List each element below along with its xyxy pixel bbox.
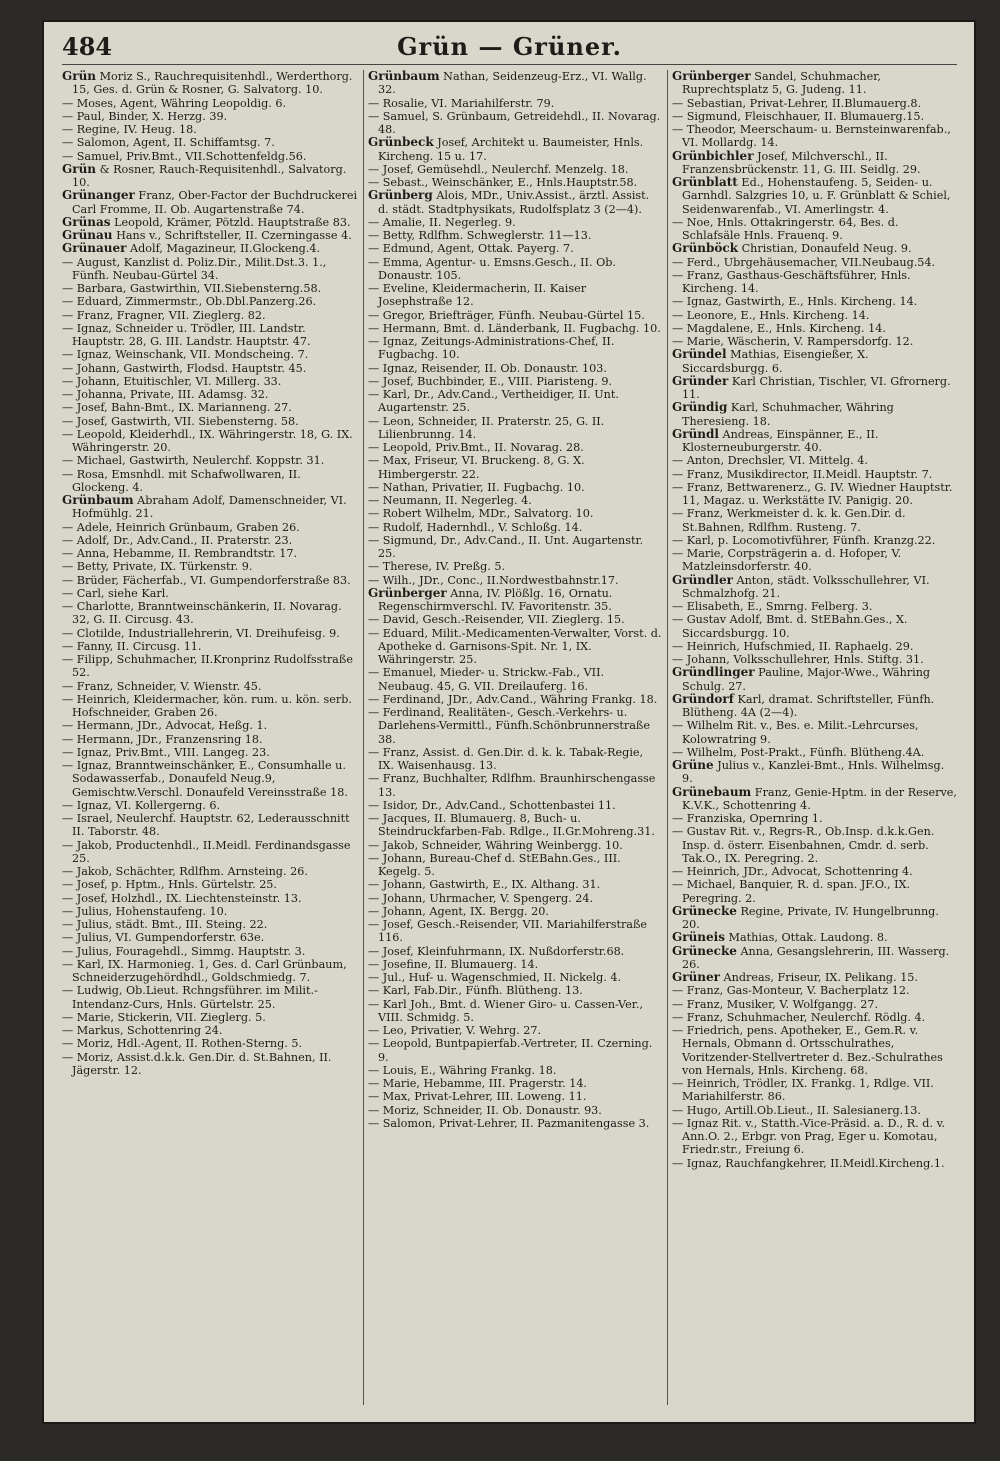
directory-entry: Grünblatt Ed., Hohenstaufeng. 5, Seiden- u. Garnhdl. Salzgries 10, u. F. Grünblatt & Schiel, Seidenwarenfab., VI. Amerlingstr. 4. xyxy=(672,175,951,216)
directory-entry: — Michael, Gastwirth, Neulerchf. Koppstr. 31. xyxy=(62,454,325,468)
directory-entry: — Betty, Private, IX. Türkenstr. 9. xyxy=(62,560,253,574)
directory-entry: Gründlinger Pauline, Major-Wwe., Währing Schulg. 27. xyxy=(672,665,931,693)
directory-entry: — Elisabeth, E., Smrng. Felberg. 3. xyxy=(672,600,873,613)
directory-entry: — Regine, IV. Heug. 18. xyxy=(62,123,197,136)
directory-entry: — Julius, Hohenstaufeng. 10. xyxy=(62,904,228,918)
directory-entry: Gründel Mathias, Eisengießer, X. Siccardsburgg. 6. xyxy=(672,347,869,375)
directory-entry: — Karl, IX. Harmonieg. 1, Ges. d. Carl Grünbaum, Schneiderzugehördhdl., Goldschmiedg. 7. xyxy=(62,957,347,984)
directory-entry: — Amalie, II. Negerleg. 9. xyxy=(368,215,516,229)
directory-entry: — Anna, Hebamme, II. Rembrandtstr. 17. xyxy=(62,547,298,560)
directory-entry: — Ferd., Ubrgehäusemacher, VII.Neubaug.54. xyxy=(672,255,936,269)
directory-entry: — Wilhelm Rit. v., Bes. e. Milit.-Lehrcurses, Kolowratring 9. xyxy=(672,719,919,746)
directory-entry: Gründorf Karl, dramat. Schriftsteller, Fünfh. Blütheng. 4A (2—4). xyxy=(672,691,935,719)
directory-entry: — Johann, Gastwirth, Flodsd. Hauptstr. 45. xyxy=(62,361,307,375)
directory-entry: — Josef, Gastwirth, VII. Siebensterng. 58. xyxy=(62,414,299,428)
directory-entry: — Friedrich, pens. Apotheker, E., Gem.R. v. Hernals, Obmann d. Ortsschulrathes, Voritzender-Stellvertreter d. Bez.-Schulrathes von Hernals, Hnls. Kircheng. 68. xyxy=(672,1024,943,1077)
directory-entry: Gründig Karl, Schuhmacher, Währing Theresieng. 18. xyxy=(672,400,894,428)
directory-entry: — Adolf, Dr., Adv.Cand., II. Praterstr. 23. xyxy=(62,533,293,547)
directory-entry: — Clotilde, Industriallehrerin, VI. Dreihufeisg. 9. xyxy=(62,626,340,640)
directory-entry: — Edmund, Agent, Ottak. Payerg. 7. xyxy=(368,242,574,256)
directory-entry: — Johann, Agent, IX. Bergg. 20. xyxy=(368,904,549,918)
directory-entry: — Ignaz, Reisender, II. Ob. Donaustr. 103. xyxy=(368,361,607,375)
directory-entry: — Max, Privat-Lehrer, III. Loweng. 11. xyxy=(368,1090,587,1104)
directory-entry: — Franz, Schneider, V. Wienstr. 45. xyxy=(62,679,262,693)
directory-entry: — Ludwig, Ob.Lieut. Rchngsführer. im Milit.-Intendanz-Curs, Hnls. Gürtelstr. 25. xyxy=(62,984,318,1011)
directory-entry: — Eduard, Milit.-Medicamenten-Verwalter, Vorst. d. Apotheke d. Garnisons-Spit. Nr. 1, IX. Währingerstr. 25. xyxy=(368,626,662,666)
directory-entry: — Leonore, E., Hnls. Kircheng. 14. xyxy=(672,308,870,322)
directory-entry: Gründer Karl Christian, Tischler, VI. Gfrornerg. 11. xyxy=(672,373,951,401)
directory-entry: Grünanger Franz, Ober-Factor der Buchdruckerei Carl Fromme, II. Ob. Augartenstraße 74. xyxy=(62,188,358,216)
column-left xyxy=(62,70,358,1410)
directory-entry: — Emanuel, Mieder- u. Strickw.-Fab., VII. Neubaug. 45, G. VII. Dreilauferg. 16. xyxy=(368,666,605,693)
directory-entry: — Moriz, Hdl.-Agent, II. Rothen-Sterng. 5. xyxy=(62,1037,303,1051)
directory-entry: Gründler Anton, städt. Volksschullehrer, VI. Schmalzhofg. 21. xyxy=(672,572,930,600)
directory-entry: — Josef, p. Hptm., Hnls. Gürtelstr. 25. xyxy=(62,878,277,892)
directory-entry: — Leo, Privatier, V. Wehrg. 27. xyxy=(368,1024,542,1037)
directory-entry: — Ferdinand, JDr., Adv.Cand., Währing Frankg. 18. xyxy=(368,692,658,706)
column-divider xyxy=(363,70,364,1405)
directory-entry: — Hermann, JDr., Franzensring 18. xyxy=(62,732,263,746)
directory-entry: — Magdalene, E., Hnls. Kircheng. 14. xyxy=(672,321,886,335)
directory-entry: — Ignaz, Branntweinschänker, E., Consumhalle u. Sodawasserfab., Donaufeld Neug.9, Gemischtw.Verschl. Donaufeld Vereinsstraße 18. xyxy=(62,759,348,799)
directory-entry: — Rosalie, VI. Mariahilferstr. 79. xyxy=(368,96,555,110)
directory-entry: Grünberger Anna, IV. Plößlg. 16, Ornatu. Regenschirmverschl. IV. Favoritenstr. 35. xyxy=(368,585,613,613)
directory-entry: — Franz, Musiker, V. Wolfgangg. 27. xyxy=(672,997,879,1011)
directory-entry: — Johann, Etuitischler, VI. Millerg. 33. xyxy=(62,374,282,388)
directory-entry: — Sebastian, Privat-Lehrer, II.Blumauerg.8. xyxy=(672,96,922,110)
directory-entry: — Franz, Werkmeister d. k. k. Gen.Dir. d. St.Bahnen, Rdlfhm. Rusteng. 7. xyxy=(672,507,906,534)
directory-entry: — Fanny, II. Circusg. 11. xyxy=(62,639,202,653)
directory-entry: Grünau Hans v., Schriftsteller, II. Czerningasse 4. xyxy=(62,228,352,242)
directory-entry: — Jakob, Schächter, Rdlfhm. Arnsteing. 26. xyxy=(62,865,308,878)
directory-entry: — Johann, Volksschullehrer, Hnls. Stiftg. 31. xyxy=(672,653,924,666)
directory-entry: — Ignaz, Weinschank, VII. Mondscheing. 7. xyxy=(62,348,309,362)
directory-entry: Grünbeck Josef, Architekt u. Baumeister, Hnls. Kircheng. 15 u. 17. xyxy=(368,135,644,163)
directory-entry: Gründl Andreas, Einspänner, E., II. Klosterneuburgerstr. 40. xyxy=(672,426,879,454)
directory-entry: Grünecke Anna, Gesangslehrerin, III. Wasserg. 26. xyxy=(672,943,950,971)
directory-entry: — Franz, Schuhmacher, Neulerchf. Rödlg. 4. xyxy=(672,1010,926,1024)
directory-entry: Grünas Leopold, Krämer, Pötzld. Hauptstraße 83. xyxy=(62,214,351,229)
directory-entry: — Johann, Uhrmacher, V. Spengerg. 24. xyxy=(368,891,594,905)
directory-entry: Grüner Andreas, Friseur, IX. Pelikang. 15. xyxy=(672,970,918,984)
directory-entry: — Ignaz, VI. Kollergerng. 6. xyxy=(62,798,221,812)
directory-entry: — Johann, Bureau-Chef d. StEBahn.Ges., III. Kegelg. 5. xyxy=(368,851,621,878)
directory-entry: Grünbaum Abraham Adolf, Damenschneider, VI. Hofmühlg. 21. xyxy=(62,493,347,521)
directory-entry: — Franz, Musikdirector, II.Meidl. Hauptstr. 7. xyxy=(672,467,933,481)
directory-entry: — Josef, Holzhdl., IX. Liechtensteinstr. 13. xyxy=(62,891,302,905)
directory-page xyxy=(44,22,974,1422)
directory-entry: — Karl, Dr., Adv.Cand., Vertheidiger, II. Unt. Augartenstr. 25. xyxy=(368,388,619,415)
directory-entry: — Franz, Buchhalter, Rdlfhm. Braunhirschengasse 13. xyxy=(368,772,656,799)
directory-entry: — Franz, Assist. d. Gen.Dir. d. k. k. Tabak-Regie, IX. Waisenhausg. 13. xyxy=(368,745,644,772)
directory-entry: — Robert Wilhelm, MDr., Salvatorg. 10. xyxy=(368,507,594,521)
directory-entry: — Therese, IV. Preßg. 5. xyxy=(368,560,506,574)
directory-entry: — Jul., Huf- u. Wagenschmied, II. Nickelg. 4. xyxy=(368,971,622,984)
directory-entry: — Ignaz, Gastwirth, E., Hnls. Kircheng. 14. xyxy=(672,295,918,309)
directory-entry: — Rosa, Emsnhdl. mit Schafwollwaren, II. Glockeng. 4. xyxy=(62,467,301,494)
directory-entry: — Josef, Bahn-Bmt., IX. Marianneng. 27. xyxy=(62,401,292,415)
directory-entry: — Gustav Rit. v., Regrs-R., Ob.Insp. d.k.k.Gen. Insp. d. österr. Eisenbahnen, Cmdr. d. serb. Tak.O., IX. Peregring. 2. xyxy=(672,825,935,865)
directory-entry: — Ignaz, Zeitungs-Administrations-Chef, II. Fugbachg. 10. xyxy=(368,335,615,362)
directory-entry: — Sigmund, Fleischhauer, II. Blumauerg.15. xyxy=(672,109,925,123)
directory-entry: Grün & Rosner, Rauch-Requisitenhdl., Salvatorg. 10. xyxy=(62,161,347,189)
directory-entry: — Leopold, Kleiderhdl., IX. Währingerstr. 18, G. IX. Währingerstr. 20. xyxy=(62,427,353,454)
directory-entry: — Heinrich, Kleidermacher, kön. rum. u. kön. serb. Hofschneider, Graben 26. xyxy=(62,692,352,719)
directory-entry: — Julius, VI. Gumpendorferstr. 63e. xyxy=(62,931,265,945)
directory-entry: — David, Gesch.-Reisender, VII. Zieglerg. 15. xyxy=(368,613,625,627)
directory-entry: — Rudolf, Hadernhdl., V. Schloßg. 14. xyxy=(368,520,583,534)
directory-entry: — Samuel, S. Grünbaum, Getreidehdl., II. Novarag. 48. xyxy=(368,109,661,136)
directory-entry: — Johann, Gastwirth, E., IX. Althang. 31. xyxy=(368,878,601,892)
directory-entry: — Heinrich, Hufschmied, II. Raphaelg. 29. xyxy=(672,639,914,653)
directory-entry: Grün Moriz S., Rauchrequisitenhdl., Werderthorg. 15, Ges. d. Grün & Rosner, G. Salvatorg. 10. xyxy=(62,70,353,97)
directory-entry: — Franziska, Opernring 1. xyxy=(672,812,823,825)
directory-entry: — Karl, p. Locomotivführer, Fünfh. Kranzg.22. xyxy=(672,533,936,547)
directory-entry: — Eveline, Kleidermacherin, II. Kaiser Josephstraße 12. xyxy=(368,282,587,309)
directory-entry: — Julius, städt. Bmt., III. Steing. 22. xyxy=(62,918,268,931)
directory-entry: Grünbichler Josef, Milchverschl., II. Franzensbrückenstr. 11, G. III. Seidlg. 29. xyxy=(672,148,921,176)
column-right xyxy=(672,70,957,1410)
directory-entry: — Ferdinand, Realitäten-, Gesch.-Verkehrs- u. Darlehens-Vermittl., Fünfh.Schönbrunnerstraße 38. xyxy=(368,706,650,746)
directory-entry: — Carl, siehe Karl. xyxy=(62,586,169,600)
directory-entry: — Josefine, II. Blumauerg. 14. xyxy=(368,957,539,971)
directory-entry: — Samuel, Priv.Bmt., VII.Schottenfeldg.56. xyxy=(62,149,307,163)
directory-entry: — Markus, Schottenring 24. xyxy=(62,1024,223,1037)
directory-entry: — Max, Friseur, VI. Bruckeng. 8, G. X. Himbergerstr. 22. xyxy=(368,454,585,481)
page-header xyxy=(62,26,957,65)
directory-entry: Grünböck Christian, Donaufeld Neug. 9. xyxy=(672,241,912,256)
directory-entry: — Moriz, Schneider, II. Ob. Donaustr. 93. xyxy=(368,1103,602,1117)
directory-entry: — Neumann, II. Negerleg. 4. xyxy=(368,494,532,507)
directory-entry: — Adele, Heinrich Grünbaum, Graben 26. xyxy=(62,520,300,534)
directory-entry: — Hugo, Artill.Ob.Lieut., II. Salesianerg.13. xyxy=(672,1103,921,1117)
directory-entry: — Karl, Fab.Dir., Fünfh. Blütheng. 13. xyxy=(368,984,583,998)
directory-entry: — Barbara, Gastwirthin, VII.Siebensterng.58. xyxy=(62,282,322,295)
directory-entry: — Heinrich, Trödler, IX. Frankg. 1, Rdlge. VII. Mariahilferstr. 86. xyxy=(672,1077,934,1104)
directory-entry: Grüneis Mathias, Ottak. Laudong. 8. xyxy=(672,930,888,945)
directory-entry: — Josef, Kleinfuhrmann, IX. Nußdorferstr.68. xyxy=(368,944,625,958)
directory-entry: — Ignaz Rit. v., Statth.-Vice-Präsid. a. D., R. d. v. Ann.O. 2., Erbgr. von Prag, Eger u. Komotau, Friedr.str., Freiung 6. xyxy=(672,1116,946,1157)
directory-entry: — Moses, Agent, Währing Leopoldig. 6. xyxy=(62,96,287,110)
directory-entry: — Josef, Gemüsehdl., Neulerchf. Menzelg. 18. xyxy=(368,162,629,176)
directory-entry: — Michael, Banquier, R. d. span. JF.O., IX. Peregring. 2. xyxy=(672,878,911,905)
directory-entry: — Jakob, Productenhdl., II.Meidl. Ferdinandsgasse 25. xyxy=(62,838,351,865)
directory-entry: — Anton, Drechsler, VI. Mittelg. 4. xyxy=(672,454,868,468)
directory-entry: — Nathan, Privatier, II. Fugbachg. 10. xyxy=(368,480,585,494)
directory-entry: — Gregor, Briefträger, Fünfh. Neubau-Gürtel 15. xyxy=(368,308,645,322)
directory-entry: — Isidor, Dr., Adv.Cand., Schottenbastei 11. xyxy=(368,798,616,812)
directory-entry: — Ignaz, Schneider u. Trödler, III. Landstr. Hauptstr. 28, G. III. Landstr. Hauptstr. 47. xyxy=(62,321,311,348)
directory-entry: — Sebast., Weinschänker, E., Hnls.Hauptstr.58. xyxy=(368,176,638,189)
directory-entry: — Leopold, Priv.Bmt., II. Novarag. 28. xyxy=(368,441,584,454)
directory-entry: — Hermann, JDr., Advocat, Heßg. 1. xyxy=(62,719,268,733)
directory-entry: — Ignaz, Rauchfangkehrer, II.Meidl.Kircheng.1. xyxy=(672,1156,945,1170)
directory-entry: — Jacques, II. Blumauerg. 8, Buch- u. Steindruckfarben-Fab. Rdlge., II.Gr.Mohreng.31. xyxy=(368,812,655,839)
directory-entry: Grünauer Adolf, Magazineur, II.Glockeng.4. xyxy=(62,241,321,256)
directory-entry: Grünberger Sandel, Schuhmacher, Ruprechtsplatz 5, G. Judeng. 11. xyxy=(672,70,881,97)
directory-entry: Grünbaum Nathan, Seidenzeug-Erz., VI. Wallg. 32. xyxy=(368,70,647,97)
directory-entry: — Heinrich, JDr., Advocat, Schottenring 4. xyxy=(672,865,913,878)
directory-entry: Grünecke Regine, Private, IV. Hungelbrunng. 20. xyxy=(672,903,939,931)
directory-entry: — Paul, Binder, X. Herzg. 39. xyxy=(62,109,228,123)
directory-entry: — Franz, Gasthaus-Geschäftsführer, Hnls. Kircheng. 14. xyxy=(672,268,911,295)
directory-entry: — Franz, Fragner, VII. Zieglerg. 82. xyxy=(62,308,266,322)
directory-entry: — Salomon, Privat-Lehrer, II. Pazmanitengasse 3. xyxy=(368,1116,650,1130)
directory-entry: — Emma, Agentur- u. Emsns.Gesch., II. Ob. Donaustr. 105. xyxy=(368,255,616,282)
directory-entry: — Julius, Fouragehdl., Simmg. Hauptstr. 3. xyxy=(62,944,306,958)
directory-entry: — Wilh., JDr., Conc., II.Nordwestbahnstr.17. xyxy=(368,573,619,587)
directory-entry: — Israel, Neulerchf. Hauptstr. 62, Lederausschnitt II. Taborstr. 48. xyxy=(62,812,350,839)
directory-entry: — Josef, Buchbinder, E., VIII. Piaristeng. 9. xyxy=(368,374,613,388)
directory-entry: — Charlotte, Branntweinschänkerin, II. Novarag. 32, G. II. Circusg. 43. xyxy=(62,600,342,627)
directory-entry: — Eduard, Zimmermstr., Ob.Dbl.Panzerg.26. xyxy=(62,295,317,309)
directory-entry: — Wilhelm, Post-Prakt., Fünfh. Blütheng.4A. xyxy=(672,745,925,759)
directory-columns xyxy=(62,70,957,1410)
directory-entry: — Marie, Corpsträgerin a. d. Hofoper, V. Matzleinsdorferstr. 40. xyxy=(672,547,902,574)
directory-entry: Grünberg Alois, MDr., Univ.Assist., ärztl. Assist. d. städt. Stadtphysikats, Rudolfsplatz 3 (2—4). xyxy=(368,188,650,216)
directory-entry: — Brüder, Fächerfab., VI. Gumpendorferstraße 83. xyxy=(62,573,351,587)
directory-entry: — Leopold, Buntpapierfab.-Vertreter, II. Czerning. 9. xyxy=(368,1037,653,1064)
directory-entry: — Marie, Wäscherin, V. Rampersdorfg. 12. xyxy=(672,335,914,348)
directory-entry: — Moriz, Assist.d.k.k. Gen.Dir. d. St.Bahnen, II. Jägerstr. 12. xyxy=(62,1050,332,1077)
column-divider xyxy=(667,70,668,1405)
directory-entry: — Betty, Rdlfhm. Schweglerstr. 11—13. xyxy=(368,229,592,242)
directory-entry: — Josef, Gesch.-Reisender, VII. Mariahilferstraße 116. xyxy=(368,918,648,945)
directory-entry: Grüne Julius v., Kanzlei-Bmt., Hnls. Wilhelmsg. 9. xyxy=(672,758,945,786)
directory-entry: — Noe, Hnls. Ottakringerstr. 64, Bes. d. Schlafsäle Hnls. Frauenq. 9. xyxy=(672,215,899,242)
directory-entry: — Jakob, Schneider, Währing Weinbergg. 10. xyxy=(368,838,623,852)
directory-entry: — Gustav Adolf, Bmt. d. StEBahn.Ges., X. Siccardsburgg. 10. xyxy=(672,613,908,640)
directory-entry: — Johanna, Private, III. Adamsg. 32. xyxy=(62,388,269,401)
directory-entry: — Hermann, Bmt. d. Länderbank, II. Fugbachg. 10. xyxy=(368,321,661,335)
directory-entry: — Franz, Gas-Monteur, V. Bacherplatz 12. xyxy=(672,984,910,998)
page-number: 484 xyxy=(62,32,113,61)
directory-entry: — August, Kanzlist d. Poliz.Dir., Milit.Dst.3. 1., Fünfh. Neubau-Gürtel 34. xyxy=(62,255,327,282)
column-middle xyxy=(368,70,662,1410)
directory-entry: — Salomon, Agent, II. Schiffamtsg. 7. xyxy=(62,136,275,150)
directory-entry: — Leon, Schneider, II. Praterstr. 25, G. II. Lilienbrunng. 14. xyxy=(368,414,605,441)
directory-entry: — Ignaz, Priv.Bmt., VIII. Langeg. 23. xyxy=(62,745,270,759)
directory-entry: — Franz, Bettwarenerz., G. IV. Wiedner Hauptstr. 11, Magaz. u. Werkstätte IV. Panigig. 20. xyxy=(672,480,953,507)
directory-entry: — Theodor, Meerschaum- u. Bernsteinwarenfab., VI. Mollardg. 14. xyxy=(672,123,951,150)
running-title: Grün — Grüner. xyxy=(397,32,622,61)
directory-entry: — Karl Joh., Bmt. d. Wiener Giro- u. Cassen-Ver., VIII. Schmidg. 5. xyxy=(368,997,643,1024)
directory-entry: — Louis, E., Währing Frankg. 18. xyxy=(368,1063,557,1077)
directory-entry: Grünebaum Franz, Genie-Hptm. in der Reserve, K.V.K., Schottenring 4. xyxy=(672,784,957,812)
directory-entry: — Marie, Stickerin, VII. Zieglerg. 5. xyxy=(62,1010,266,1024)
directory-entry: — Marie, Hebamme, III. Pragerstr. 14. xyxy=(368,1077,587,1090)
directory-entry: — Sigmund, Dr., Adv.Cand., II. Unt. Augartenstr. 25. xyxy=(368,533,644,560)
directory-entry: — Filipp, Schuhmacher, II.Kronprinz Rudolfsstraße 52. xyxy=(62,653,353,680)
